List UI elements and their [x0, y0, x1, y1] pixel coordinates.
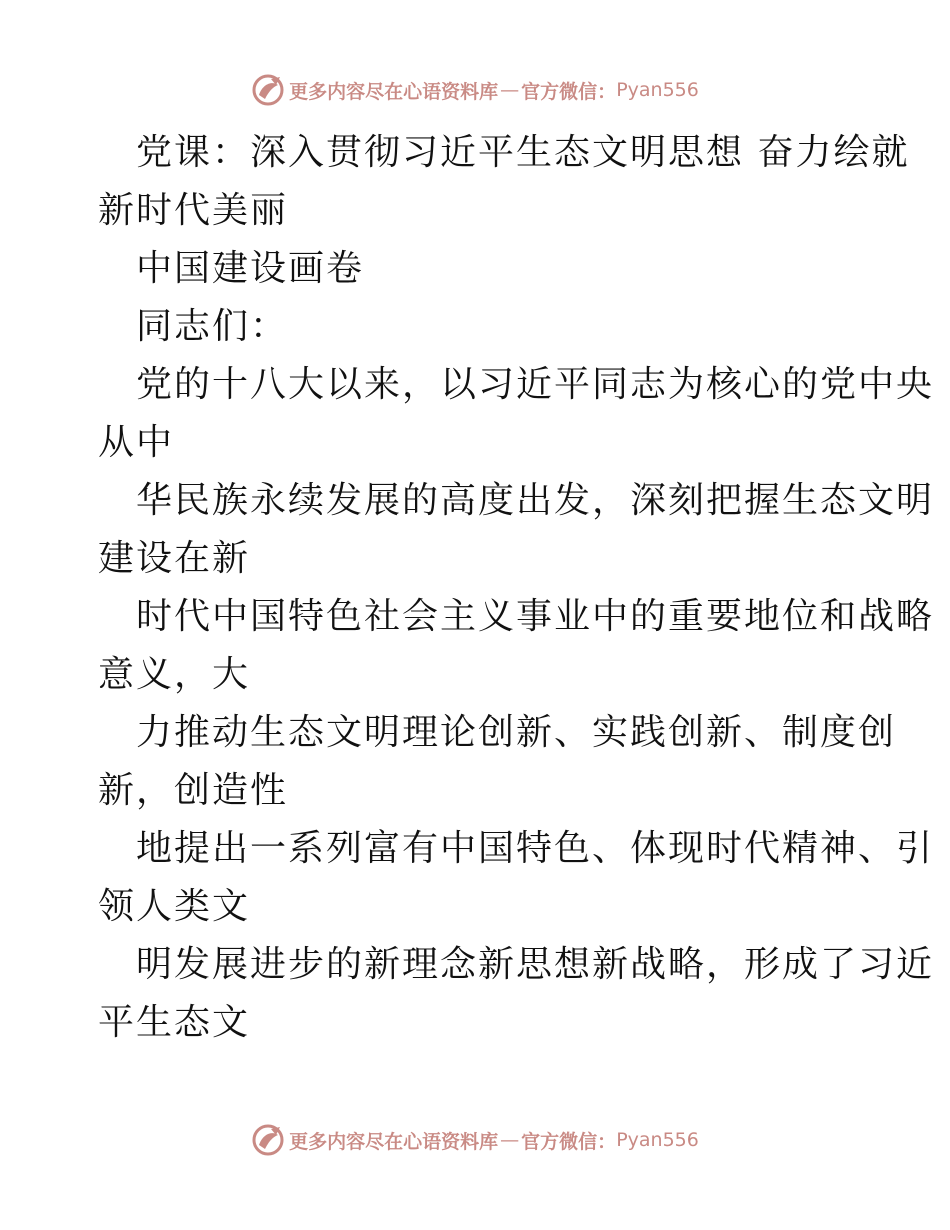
text-line: 建设在新 — [98, 538, 251, 579]
text-line: 同志们： — [136, 306, 289, 347]
header-watermark — [0, 70, 950, 110]
seal-logo-icon — [251, 73, 285, 107]
watermark-text: 更多内容尽在心语资料库 — [289, 1130, 499, 1153]
watermark-account: Pyan556 — [616, 1129, 699, 1151]
watermark-account: Pyan556 — [616, 79, 699, 101]
text-line: 意义，大 — [98, 654, 251, 695]
text-line: 领人类文 — [98, 886, 251, 927]
text-line: 平生态文 — [98, 1002, 251, 1043]
text-line: 中国建设画卷 — [136, 248, 365, 289]
watermark-separator: — — [500, 79, 520, 101]
watermark-label: 官方微信： — [521, 1130, 617, 1153]
seal-logo-icon — [251, 1123, 285, 1157]
watermark-separator: — — [500, 1129, 520, 1151]
footer-watermark — [0, 1120, 950, 1160]
text-line: 党的十八大以来，以习近平同志为核心的党中央 — [136, 364, 935, 405]
text-line: 力推动生态文明理论创新、实践创新、制度创 — [136, 712, 897, 753]
watermark-text: 更多内容尽在心语资料库 — [289, 80, 499, 103]
text-line: 从中 — [98, 422, 175, 463]
text-line: 地提出一系列富有中国特色、体现时代精神、引 — [136, 828, 935, 869]
watermark-label: 官方微信： — [521, 80, 617, 103]
text-line: 明发展进步的新理念新思想新战略，形成了习近 — [136, 944, 935, 985]
document-body — [98, 124, 935, 1052]
text-line: 华民族永续发展的高度出发，深刻把握生态文明 — [136, 480, 935, 521]
text-line: 党课：深入贯彻习近平生态文明思想 奋力绘就 — [136, 132, 910, 173]
text-line: 时代中国特色社会主义事业中的重要地位和战略 — [136, 596, 935, 637]
text-line: 新，创造性 — [98, 770, 289, 811]
text-line: 新时代美丽 — [98, 190, 289, 231]
